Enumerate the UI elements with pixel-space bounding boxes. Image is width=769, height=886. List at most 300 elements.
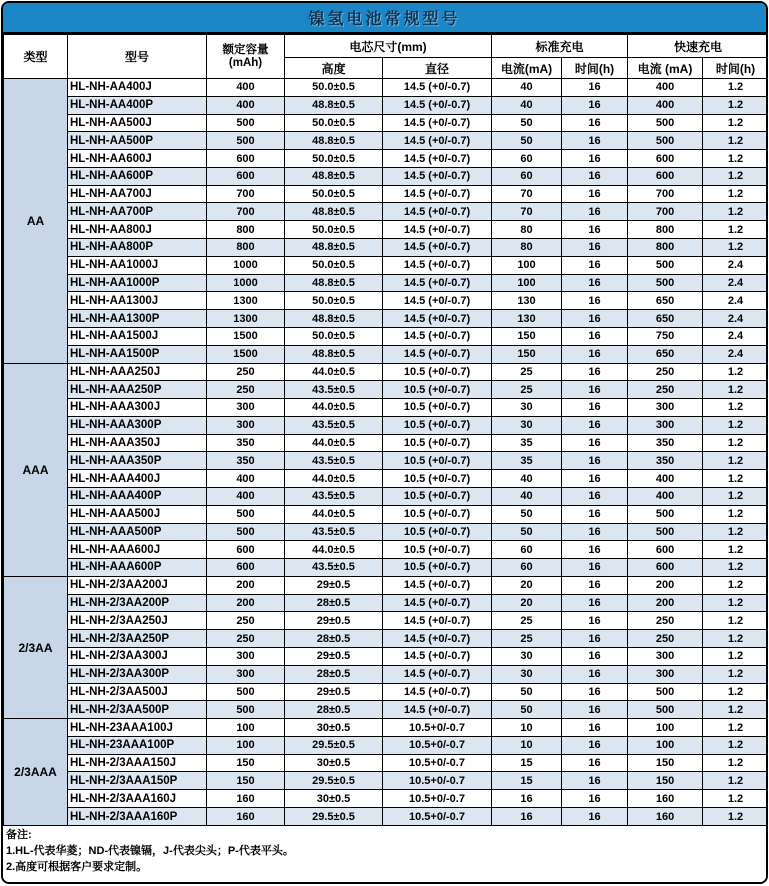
fast-current-cell: 800 — [628, 221, 703, 239]
capacity-cell: 1500 — [207, 345, 285, 363]
std-current-cell: 50 — [492, 132, 562, 150]
fast-time-cell: 1.2 — [703, 132, 768, 150]
table-header — [4, 35, 769, 79]
std-current-cell: 16 — [492, 790, 562, 808]
diameter-cell: 14.5 (+0/-0.7) — [383, 683, 492, 701]
std-current-cell: 30 — [492, 665, 562, 683]
height-cell: 29.5±0.5 — [285, 808, 383, 826]
diameter-cell: 10.5 (+0/-0.7) — [383, 452, 492, 470]
std-time-cell: 16 — [562, 185, 628, 203]
fast-current-cell: 700 — [628, 203, 703, 221]
height-cell: 29.5±0.5 — [285, 736, 383, 754]
fast-current-cell: 400 — [628, 487, 703, 505]
fast-time-cell: 2.4 — [703, 327, 768, 345]
diameter-cell: 14.5 (+0/-0.7) — [383, 576, 492, 594]
std-current-cell: 30 — [492, 648, 562, 666]
capacity-cell: 300 — [207, 399, 285, 417]
diameter-cell: 14.5 (+0/-0.7) — [383, 132, 492, 150]
height-cell: 50.0±0.5 — [285, 292, 383, 310]
diameter-cell: 14.5 (+0/-0.7) — [383, 114, 492, 132]
fast-time-cell: 1.2 — [703, 452, 768, 470]
model-cell: HL-NH-AA600P — [68, 167, 207, 185]
std-current-cell: 50 — [492, 523, 562, 541]
capacity-cell: 150 — [207, 754, 285, 772]
capacity-cell: 200 — [207, 594, 285, 612]
diameter-cell: 10.5 (+0/-0.7) — [383, 523, 492, 541]
model-cell: HL-NH-AA1500J — [68, 327, 207, 345]
capacity-cell: 1500 — [207, 327, 285, 345]
diameter-cell: 14.5 (+0/-0.7) — [383, 665, 492, 683]
table-row — [4, 203, 769, 221]
table-row — [4, 185, 769, 203]
fast-current-cell: 200 — [628, 576, 703, 594]
std-current-cell: 35 — [492, 434, 562, 452]
std-time-cell: 16 — [562, 167, 628, 185]
table-row — [4, 292, 769, 310]
fast-current-cell: 500 — [628, 256, 703, 274]
fast-current-cell: 500 — [628, 701, 703, 719]
diameter-cell: 10.5 (+0/-0.7) — [383, 381, 492, 399]
fast-time-cell: 1.2 — [703, 754, 768, 772]
diameter-cell: 14.5 (+0/-0.7) — [383, 648, 492, 666]
diameter-cell: 14.5 (+0/-0.7) — [383, 150, 492, 168]
std-current-cell: 25 — [492, 363, 562, 381]
std-current-cell: 30 — [492, 399, 562, 417]
spec-sheet — [1, 1, 768, 884]
type-group-cell: 2/3AAA — [4, 719, 68, 826]
model-cell: HL-NH-AA400P — [68, 96, 207, 114]
std-time-cell: 16 — [562, 310, 628, 328]
capacity-cell: 300 — [207, 648, 285, 666]
fast-time-cell: 2.4 — [703, 345, 768, 363]
header-height: 高度 — [285, 58, 383, 79]
table-row — [4, 648, 769, 666]
diameter-cell: 10.5 (+0/-0.7) — [383, 416, 492, 434]
fast-current-cell: 200 — [628, 594, 703, 612]
notes — [3, 826, 766, 882]
model-cell: HL-NH-2/3AA250P — [68, 630, 207, 648]
std-current-cell: 10 — [492, 736, 562, 754]
fast-current-cell: 300 — [628, 399, 703, 417]
table-row — [4, 683, 769, 701]
capacity-cell: 600 — [207, 541, 285, 559]
capacity-cell: 300 — [207, 416, 285, 434]
diameter-cell: 10.5 (+0/-0.7) — [383, 541, 492, 559]
std-time-cell: 16 — [562, 132, 628, 150]
std-time-cell: 16 — [562, 808, 628, 826]
diameter-cell: 14.5 (+0/-0.7) — [383, 167, 492, 185]
fast-current-cell: 150 — [628, 772, 703, 790]
model-cell: HL-NH-AA600J — [68, 150, 207, 168]
diameter-cell: 10.5 (+0/-0.7) — [383, 470, 492, 488]
std-time-cell: 16 — [562, 327, 628, 345]
model-cell: HL-NH-AA700J — [68, 185, 207, 203]
header-fast-current: 电流 (mA) — [628, 58, 703, 79]
fast-current-cell: 250 — [628, 630, 703, 648]
fast-current-cell: 500 — [628, 114, 703, 132]
diameter-cell: 10.5 (+0/-0.7) — [383, 559, 492, 577]
table-row — [4, 754, 769, 772]
table-row — [4, 541, 769, 559]
std-current-cell: 40 — [492, 79, 562, 97]
std-time-cell: 16 — [562, 790, 628, 808]
std-time-cell: 16 — [562, 150, 628, 168]
table-row — [4, 327, 769, 345]
model-cell: HL-NH-AAA400J — [68, 470, 207, 488]
std-current-cell: 25 — [492, 612, 562, 630]
model-cell: HL-NH-AA700P — [68, 203, 207, 221]
fast-current-cell: 300 — [628, 665, 703, 683]
height-cell: 50.0±0.5 — [285, 327, 383, 345]
fast-current-cell: 300 — [628, 416, 703, 434]
std-time-cell: 16 — [562, 399, 628, 417]
diameter-cell: 10.5 (+0/-0.7) — [383, 434, 492, 452]
std-time-cell: 16 — [562, 381, 628, 399]
height-cell: 48.8±0.5 — [285, 345, 383, 363]
height-cell: 28±0.5 — [285, 594, 383, 612]
table-row — [4, 452, 769, 470]
model-cell: HL-NH-23AAA100P — [68, 736, 207, 754]
capacity-cell: 500 — [207, 683, 285, 701]
height-cell: 43.5±0.5 — [285, 523, 383, 541]
capacity-cell: 400 — [207, 79, 285, 97]
table-row — [4, 221, 769, 239]
type-group-cell: AA — [4, 79, 68, 364]
capacity-cell: 200 — [207, 576, 285, 594]
model-cell: HL-NH-2/3AA500P — [68, 701, 207, 719]
std-current-cell: 100 — [492, 274, 562, 292]
height-cell: 48.8±0.5 — [285, 132, 383, 150]
capacity-cell: 100 — [207, 719, 285, 737]
model-cell: HL-NH-AAA300P — [68, 416, 207, 434]
table-row — [4, 345, 769, 363]
model-cell: HL-NH-AAA600P — [68, 559, 207, 577]
diameter-cell: 10.5 (+0/-0.7) — [383, 363, 492, 381]
model-cell: HL-NH-23AAA100J — [68, 719, 207, 737]
std-current-cell: 25 — [492, 630, 562, 648]
table-row — [4, 399, 769, 417]
fast-current-cell: 350 — [628, 434, 703, 452]
fast-time-cell: 1.2 — [703, 541, 768, 559]
fast-current-cell: 100 — [628, 736, 703, 754]
height-cell: 28±0.5 — [285, 665, 383, 683]
model-cell: HL-NH-AA500J — [68, 114, 207, 132]
capacity-cell: 500 — [207, 114, 285, 132]
std-time-cell: 16 — [562, 274, 628, 292]
std-current-cell: 30 — [492, 416, 562, 434]
fast-current-cell: 600 — [628, 167, 703, 185]
std-time-cell: 16 — [562, 701, 628, 719]
std-time-cell: 16 — [562, 754, 628, 772]
diameter-cell: 14.5 (+0/-0.7) — [383, 221, 492, 239]
std-current-cell: 40 — [492, 470, 562, 488]
fast-time-cell: 1.2 — [703, 772, 768, 790]
std-time-cell: 16 — [562, 594, 628, 612]
fast-time-cell: 1.2 — [703, 612, 768, 630]
fast-current-cell: 650 — [628, 310, 703, 328]
table-row — [4, 150, 769, 168]
model-cell: HL-NH-2/3AA250J — [68, 612, 207, 630]
std-current-cell: 150 — [492, 327, 562, 345]
capacity-cell: 600 — [207, 150, 285, 168]
diameter-cell: 10.5+0/-0.7 — [383, 736, 492, 754]
model-cell: HL-NH-AA800J — [68, 221, 207, 239]
capacity-cell: 300 — [207, 665, 285, 683]
title-bar — [3, 3, 766, 34]
table-row — [4, 772, 769, 790]
std-time-cell: 16 — [562, 576, 628, 594]
capacity-cell: 400 — [207, 96, 285, 114]
model-cell: HL-NH-AA1300P — [68, 310, 207, 328]
capacity-cell: 250 — [207, 612, 285, 630]
capacity-cell: 700 — [207, 203, 285, 221]
std-time-cell: 16 — [562, 416, 628, 434]
table-row — [4, 96, 769, 114]
fast-time-cell: 1.2 — [703, 239, 768, 257]
table-body — [4, 79, 769, 826]
fast-current-cell: 150 — [628, 754, 703, 772]
model-cell: HL-NH-AAA500P — [68, 523, 207, 541]
type-group-cell: 2/3AA — [4, 576, 68, 718]
fast-current-cell: 100 — [628, 719, 703, 737]
fast-current-cell: 500 — [628, 132, 703, 150]
fast-current-cell: 500 — [628, 505, 703, 523]
std-time-cell: 16 — [562, 239, 628, 257]
std-current-cell: 50 — [492, 505, 562, 523]
std-current-cell: 130 — [492, 310, 562, 328]
std-current-cell: 15 — [492, 754, 562, 772]
header-capacity-line2: (mAh) — [228, 56, 263, 69]
fast-current-cell: 160 — [628, 808, 703, 826]
std-time-cell: 16 — [562, 434, 628, 452]
height-cell: 29±0.5 — [285, 576, 383, 594]
model-cell: HL-NH-AAA250P — [68, 381, 207, 399]
table-row — [4, 736, 769, 754]
model-cell: HL-NH-AA1300J — [68, 292, 207, 310]
table-row — [4, 132, 769, 150]
table-row — [4, 114, 769, 132]
height-cell: 50.0±0.5 — [285, 114, 383, 132]
table-row — [4, 790, 769, 808]
model-cell: HL-NH-2/3AAA160P — [68, 808, 207, 826]
height-cell: 50.0±0.5 — [285, 256, 383, 274]
std-time-cell: 16 — [562, 96, 628, 114]
fast-current-cell: 600 — [628, 541, 703, 559]
height-cell: 48.8±0.5 — [285, 274, 383, 292]
header-standard-charge: 标准充电 — [492, 35, 628, 58]
std-current-cell: 130 — [492, 292, 562, 310]
height-cell: 50.0±0.5 — [285, 79, 383, 97]
model-cell: HL-NH-2/3AA300J — [68, 648, 207, 666]
fast-time-cell: 1.2 — [703, 470, 768, 488]
capacity-cell: 400 — [207, 470, 285, 488]
std-current-cell: 150 — [492, 345, 562, 363]
diameter-cell: 10.5+0/-0.7 — [383, 790, 492, 808]
capacity-cell: 500 — [207, 132, 285, 150]
capacity-cell: 250 — [207, 630, 285, 648]
std-current-cell: 70 — [492, 203, 562, 221]
capacity-cell: 1300 — [207, 310, 285, 328]
fast-current-cell: 500 — [628, 683, 703, 701]
fast-current-cell: 600 — [628, 150, 703, 168]
diameter-cell: 14.5 (+0/-0.7) — [383, 185, 492, 203]
height-cell: 30±0.5 — [285, 719, 383, 737]
diameter-cell: 14.5 (+0/-0.7) — [383, 274, 492, 292]
capacity-cell: 600 — [207, 559, 285, 577]
std-current-cell: 35 — [492, 452, 562, 470]
model-cell: HL-NH-AA500P — [68, 132, 207, 150]
fast-time-cell: 2.4 — [703, 256, 768, 274]
fast-current-cell: 500 — [628, 274, 703, 292]
height-cell: 48.8±0.5 — [285, 96, 383, 114]
page-title: 镍氢电池常规型号 — [308, 11, 461, 28]
diameter-cell: 14.5 (+0/-0.7) — [383, 345, 492, 363]
fast-time-cell: 1.2 — [703, 381, 768, 399]
model-cell: HL-NH-AAA350P — [68, 452, 207, 470]
std-time-cell: 16 — [562, 772, 628, 790]
diameter-cell: 14.5 (+0/-0.7) — [383, 310, 492, 328]
std-current-cell: 70 — [492, 185, 562, 203]
height-cell: 29±0.5 — [285, 683, 383, 701]
diameter-cell: 10.5+0/-0.7 — [383, 754, 492, 772]
fast-time-cell: 1.2 — [703, 203, 768, 221]
std-current-cell: 100 — [492, 256, 562, 274]
table-row — [4, 559, 769, 577]
table-row — [4, 808, 769, 826]
height-cell: 43.5±0.5 — [285, 452, 383, 470]
fast-time-cell: 1.2 — [703, 719, 768, 737]
height-cell: 50.0±0.5 — [285, 185, 383, 203]
fast-time-cell: 1.2 — [703, 363, 768, 381]
table-row — [4, 701, 769, 719]
std-time-cell: 16 — [562, 452, 628, 470]
model-cell: HL-NH-AAA500J — [68, 505, 207, 523]
model-cell: HL-NH-AA1500P — [68, 345, 207, 363]
diameter-cell: 14.5 (+0/-0.7) — [383, 79, 492, 97]
model-cell: HL-NH-AAA400P — [68, 487, 207, 505]
fast-time-cell: 1.2 — [703, 185, 768, 203]
header-cell-size: 电芯尺寸(mm) — [285, 35, 492, 58]
header-diameter: 直径 — [383, 58, 492, 79]
std-current-cell: 60 — [492, 167, 562, 185]
fast-current-cell: 160 — [628, 790, 703, 808]
model-cell: HL-NH-AA400J — [68, 79, 207, 97]
height-cell: 29.5±0.5 — [285, 772, 383, 790]
header-capacity-line1: 额定容量 — [222, 43, 269, 56]
height-cell: 43.5±0.5 — [285, 559, 383, 577]
header-model: 型号 — [68, 35, 207, 79]
diameter-cell: 14.5 (+0/-0.7) — [383, 239, 492, 257]
table-row — [4, 79, 769, 97]
table-row — [4, 167, 769, 185]
fast-current-cell: 600 — [628, 559, 703, 577]
table-row — [4, 381, 769, 399]
diameter-cell: 10.5+0/-0.7 — [383, 719, 492, 737]
fast-current-cell: 500 — [628, 523, 703, 541]
model-cell: HL-NH-2/3AA500J — [68, 683, 207, 701]
std-current-cell: 40 — [492, 487, 562, 505]
table-row — [4, 363, 769, 381]
fast-time-cell: 1.2 — [703, 594, 768, 612]
capacity-cell: 150 — [207, 772, 285, 790]
std-current-cell: 25 — [492, 381, 562, 399]
notes-label: 备注: — [6, 829, 32, 841]
table-row — [4, 239, 769, 257]
model-cell: HL-NH-2/3AAA150P — [68, 772, 207, 790]
diameter-cell: 14.5 (+0/-0.7) — [383, 327, 492, 345]
fast-time-cell: 1.2 — [703, 701, 768, 719]
fast-current-cell: 800 — [628, 239, 703, 257]
std-time-cell: 16 — [562, 292, 628, 310]
capacity-cell: 160 — [207, 808, 285, 826]
std-time-cell: 16 — [562, 559, 628, 577]
diameter-cell: 10.5 (+0/-0.7) — [383, 399, 492, 417]
fast-current-cell: 250 — [628, 363, 703, 381]
table-row — [4, 470, 769, 488]
table-row — [4, 434, 769, 452]
fast-time-cell: 1.2 — [703, 399, 768, 417]
height-cell: 29±0.5 — [285, 648, 383, 666]
header-fast-time: 时间(h) — [703, 58, 768, 79]
fast-time-cell: 1.2 — [703, 736, 768, 754]
fast-time-cell: 1.2 — [703, 221, 768, 239]
table-row — [4, 416, 769, 434]
header-std-time: 时间(h) — [562, 58, 628, 79]
table-row — [4, 594, 769, 612]
capacity-cell: 400 — [207, 487, 285, 505]
table-row — [4, 487, 769, 505]
height-cell: 44.0±0.5 — [285, 434, 383, 452]
model-cell: HL-NH-2/3AA300P — [68, 665, 207, 683]
fast-time-cell: 1.2 — [703, 96, 768, 114]
height-cell: 50.0±0.5 — [285, 221, 383, 239]
fast-current-cell: 700 — [628, 185, 703, 203]
diameter-cell: 14.5 (+0/-0.7) — [383, 292, 492, 310]
fast-time-cell: 1.2 — [703, 576, 768, 594]
fast-current-cell: 400 — [628, 96, 703, 114]
height-cell: 48.8±0.5 — [285, 310, 383, 328]
model-cell: HL-NH-AA800P — [68, 239, 207, 257]
diameter-cell: 14.5 (+0/-0.7) — [383, 612, 492, 630]
capacity-cell: 800 — [207, 239, 285, 257]
diameter-cell: 10.5+0/-0.7 — [383, 808, 492, 826]
model-cell: HL-NH-AAA300J — [68, 399, 207, 417]
table-row — [4, 523, 769, 541]
fast-current-cell: 650 — [628, 345, 703, 363]
std-current-cell: 60 — [492, 150, 562, 168]
std-time-cell: 16 — [562, 203, 628, 221]
table-row — [4, 310, 769, 328]
table-row — [4, 612, 769, 630]
std-time-cell: 16 — [562, 470, 628, 488]
std-time-cell: 16 — [562, 114, 628, 132]
height-cell: 48.8±0.5 — [285, 167, 383, 185]
std-current-cell: 20 — [492, 594, 562, 612]
height-cell: 48.8±0.5 — [285, 239, 383, 257]
diameter-cell: 10.5 (+0/-0.7) — [383, 487, 492, 505]
battery-spec-table — [3, 34, 768, 826]
capacity-cell: 500 — [207, 701, 285, 719]
diameter-cell: 10.5 (+0/-0.7) — [383, 505, 492, 523]
header-std-current: 电流(mA) — [492, 58, 562, 79]
std-time-cell: 16 — [562, 345, 628, 363]
table-row — [4, 505, 769, 523]
diameter-cell: 14.5 (+0/-0.7) — [383, 96, 492, 114]
height-cell: 44.0±0.5 — [285, 363, 383, 381]
model-cell: HL-NH-AA1000J — [68, 256, 207, 274]
diameter-cell: 10.5+0/-0.7 — [383, 772, 492, 790]
note-line-1: 1.HL-代表华菱；ND-代表镍镉，J-代表尖头；P-代表平头。 — [6, 844, 294, 857]
